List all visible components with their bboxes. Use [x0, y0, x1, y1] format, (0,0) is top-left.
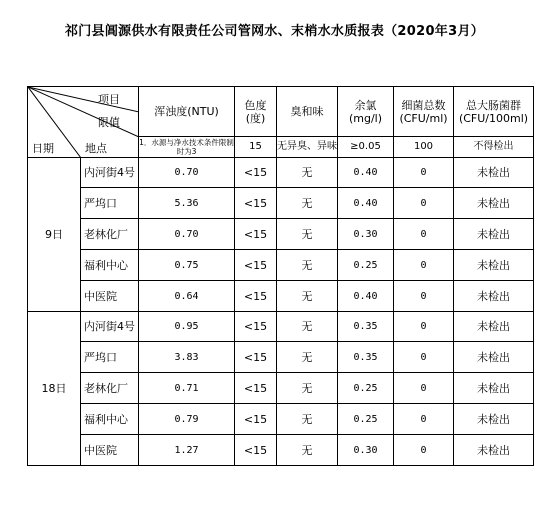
site-cell: 老林化厂 — [81, 373, 139, 404]
table-row — [28, 435, 534, 466]
bacteria-cell: 0 — [394, 219, 454, 250]
color-cell: <15 — [235, 342, 277, 373]
color-cell: <15 — [235, 435, 277, 466]
limit-turbidity: 1．水源与净水技术条件限制时为3 — [139, 138, 234, 156]
site-cell: 福利中心 — [81, 250, 139, 281]
water-quality-table — [27, 86, 534, 466]
col-header-chlorine: 余氯 (mg/l) — [338, 87, 394, 137]
site-cell: 严坞口 — [81, 188, 139, 219]
odor-cell: 无 — [277, 435, 338, 466]
coliform-cell: 未检出 — [454, 188, 534, 219]
limit-chlorine: ≥0.05 — [338, 137, 394, 158]
corner-header-cell — [28, 87, 139, 158]
chlorine-cell: 0.30 — [338, 435, 394, 466]
odor-cell: 无 — [277, 312, 338, 342]
bacteria-cell: 0 — [394, 312, 454, 342]
site-cell: 内河街4号 — [81, 158, 139, 188]
odor-cell: 无 — [277, 342, 338, 373]
date-cell: 18日 — [28, 312, 81, 466]
bacteria-cell: 0 — [394, 281, 454, 312]
chlorine-cell: 0.25 — [338, 373, 394, 404]
limit-odor: 无异臭、异味 — [277, 137, 338, 158]
corner-site-label: 地点 — [85, 142, 107, 155]
col-header-coliform: 总大肠菌群 (CFU/100ml) — [454, 87, 534, 137]
table-row — [28, 219, 534, 250]
chlorine-cell: 0.40 — [338, 158, 394, 188]
odor-cell: 无 — [277, 250, 338, 281]
turbidity-cell: 5.36 — [139, 188, 235, 219]
table-row — [28, 312, 534, 342]
coliform-cell: 未检出 — [454, 219, 534, 250]
chlorine-cell: 0.25 — [338, 250, 394, 281]
limit-bacteria: 100 — [394, 137, 454, 158]
table-row — [28, 281, 534, 312]
color-cell: <15 — [235, 373, 277, 404]
coliform-cell: 未检出 — [454, 404, 534, 435]
coliform-cell: 未检出 — [454, 373, 534, 404]
bacteria-cell: 0 — [394, 435, 454, 466]
col-header-odor: 臭和味 — [277, 87, 338, 137]
site-cell: 中医院 — [81, 281, 139, 312]
chlorine-cell: 0.35 — [338, 342, 394, 373]
site-cell: 严坞口 — [81, 342, 139, 373]
limit-coliform: 不得检出 — [454, 137, 534, 158]
color-cell: <15 — [235, 158, 277, 188]
chlorine-cell: 0.40 — [338, 281, 394, 312]
table-row — [28, 373, 534, 404]
odor-cell: 无 — [277, 404, 338, 435]
coliform-cell: 未检出 — [454, 312, 534, 342]
chlorine-cell: 0.25 — [338, 404, 394, 435]
color-cell: <15 — [235, 281, 277, 312]
chlorine-cell: 0.35 — [338, 312, 394, 342]
turbidity-cell: 0.70 — [139, 219, 235, 250]
turbidity-cell: 0.79 — [139, 404, 235, 435]
date-cell: 9日 — [28, 158, 81, 312]
coliform-cell: 未检出 — [454, 281, 534, 312]
turbidity-cell: 0.70 — [139, 158, 235, 188]
color-cell: <15 — [235, 250, 277, 281]
site-cell: 中医院 — [81, 435, 139, 466]
corner-limit-label: 限值 — [98, 116, 120, 129]
limit-color: 15 — [235, 137, 277, 158]
odor-cell: 无 — [277, 158, 338, 188]
table-row — [28, 158, 534, 188]
table-row — [28, 404, 534, 435]
col-header-color: 色度 (度) — [235, 87, 277, 137]
turbidity-cell: 1.27 — [139, 435, 235, 466]
bacteria-cell: 0 — [394, 158, 454, 188]
bacteria-cell: 0 — [394, 188, 454, 219]
turbidity-cell: 0.71 — [139, 373, 235, 404]
odor-cell: 无 — [277, 219, 338, 250]
table-row — [28, 342, 534, 373]
odor-cell: 无 — [277, 373, 338, 404]
bacteria-cell: 0 — [394, 342, 454, 373]
site-cell: 老林化厂 — [81, 219, 139, 250]
bacteria-cell: 0 — [394, 404, 454, 435]
coliform-cell: 未检出 — [454, 250, 534, 281]
coliform-cell: 未检出 — [454, 342, 534, 373]
color-cell: <15 — [235, 188, 277, 219]
coliform-cell: 未检出 — [454, 435, 534, 466]
odor-cell: 无 — [277, 281, 338, 312]
site-cell: 内河街4号 — [81, 312, 139, 342]
site-cell: 福利中心 — [81, 404, 139, 435]
corner-date-label: 日期 — [32, 142, 54, 155]
bacteria-cell: 0 — [394, 373, 454, 404]
coliform-cell: 未检出 — [454, 158, 534, 188]
chlorine-cell: 0.30 — [338, 219, 394, 250]
turbidity-cell: 3.83 — [139, 342, 235, 373]
turbidity-cell: 0.95 — [139, 312, 235, 342]
report-title: 祁门县阊源供水有限责任公司管网水、末梢水水质报表（2020年3月） — [64, 24, 485, 39]
odor-cell: 无 — [277, 188, 338, 219]
table-row — [28, 250, 534, 281]
table-row — [28, 188, 534, 219]
chlorine-cell: 0.40 — [338, 188, 394, 219]
turbidity-cell: 0.75 — [139, 250, 235, 281]
color-cell: <15 — [235, 404, 277, 435]
turbidity-cell: 0.64 — [139, 281, 235, 312]
color-cell: <15 — [235, 219, 277, 250]
bacteria-cell: 0 — [394, 250, 454, 281]
color-cell: <15 — [235, 312, 277, 342]
corner-item-label: 项目 — [98, 93, 120, 106]
col-header-turbidity: 浑浊度(NTU) — [139, 87, 235, 137]
col-header-bacteria: 细菌总数 (CFU/ml) — [394, 87, 454, 137]
